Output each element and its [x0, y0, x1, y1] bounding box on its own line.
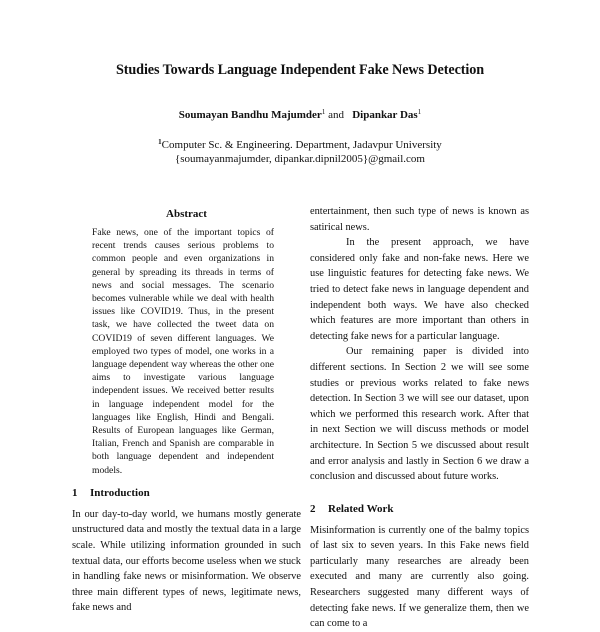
related-work-paragraph: Misinformation is currently one of the balmy topics of last six to seven years. In this Fake news field particularly many researches are already been executed and many are currently also going. Researchers suggested many different ways of detecting fake news. If we generalize them, then we can come to a [310, 524, 529, 630]
paper-title: Studies Towards Language Independent Fake News Detection [115, 62, 485, 78]
left-column [72, 208, 301, 616]
section-title: Related Work [328, 502, 394, 515]
author-line [0, 108, 600, 121]
intro-paragraph-approach: In the present approach, we have considered only fake and non-fake news. Here we use linguistic features for detecting fake news. We tried to detect fake news in language dependent and independent both ways. We have also checked which features are more important than others in detecting fake news for a particular language. [310, 237, 529, 342]
affiliation-mark: 1 [158, 138, 162, 146]
author-name: Dipankar Das [352, 109, 418, 121]
section-number: 2 [310, 502, 316, 515]
affiliation-text: Computer Sc. & Engineering. Department, Jadavpur University [161, 139, 442, 151]
author-name: Soumayan Bandhu Majumder [178, 109, 322, 121]
introduction-paragraph: In our day-to-day world, we humans mostly generate unstructured data and mostly the textual data in a large scale. While utilizing information grounded in such textual data, our efforts become useless when we stuck in handling fake news or misinformation. We observe three main different types of news, legitimate news, fake news and [72, 508, 301, 614]
affiliation-block [0, 135, 600, 166]
intro-paragraph-organization: Our remaining paper is divided into different sections. In Section 2 we will see some studies or previous works related to fake news detection. In Section 3 we will see our dataset, upon which we performed this research work. After that in next Section we will discuss methods or model architecture. In Section 5 we discussed about result and error analysis and lastly in Section 6 we draw a conclusion and discussed about future works. [310, 346, 529, 483]
intro-paragraph-continued: entertainment, then such type of news is known as satirical news. [310, 206, 529, 233]
abstract-text: Fake news, one of the important topics of recent trends causes serious problems to common people and even organizations in general by spreading its threads in terms of news and social messages. The scenario becomes vulnerable while we deal with health issues like COVID19. Thus, in the present task, we have collected the tweet data on COVID19 of seven different languages. We employed two types of model, one works in a language dependent way whereas the other one aims to investigate various language independent issues. We received better results in language independent model for the languages like English, Hindi and Bengali. Results of European languages like German, Italian, French and Spanish are comparable in both language dependent and independent models. [92, 227, 274, 476]
section-title: Introduction [90, 486, 150, 499]
right-column [310, 204, 529, 632]
author-affiliation-mark: 1 [417, 108, 422, 116]
section-heading-introduction [72, 487, 301, 499]
author-emails: {soumayanmajumder, dipankar.dipnil2005}@gmail.com [175, 153, 425, 165]
section-number: 1 [72, 486, 78, 499]
author-joiner: and [328, 109, 344, 121]
section-heading-related-work [310, 503, 529, 515]
author-affiliation-mark: 1 [321, 108, 326, 116]
abstract-heading: Abstract [166, 208, 207, 220]
